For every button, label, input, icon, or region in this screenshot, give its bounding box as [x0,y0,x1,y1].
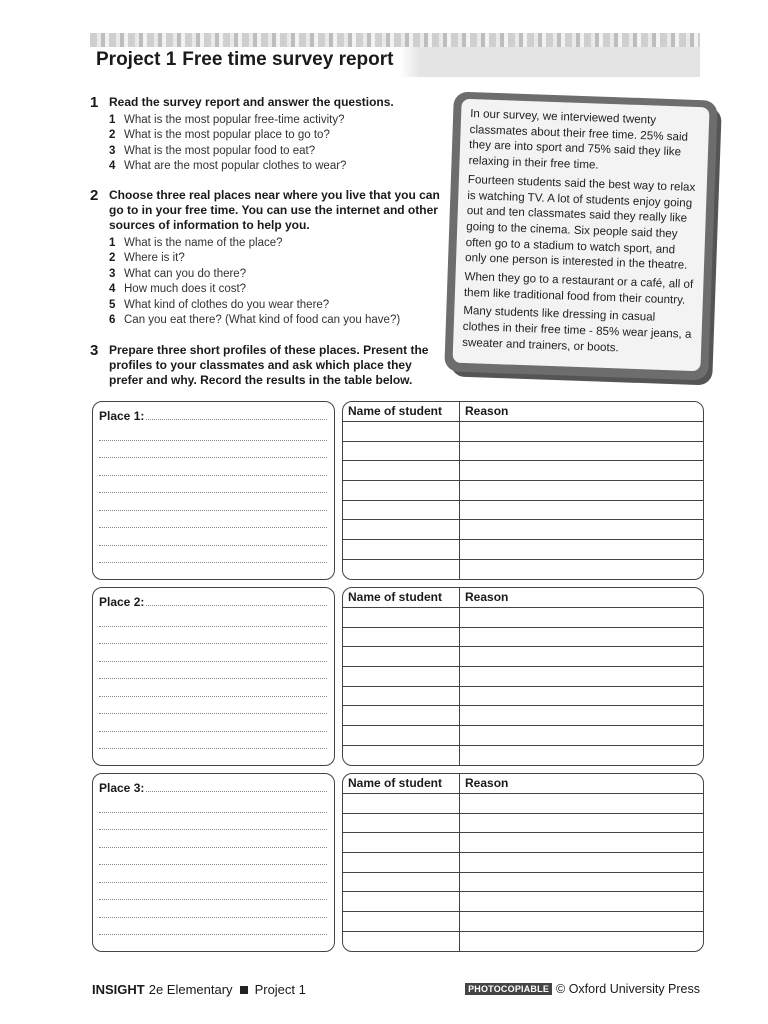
task-number: 2 [90,187,99,204]
table-row [343,853,703,873]
header-name-of-student: Name of student [343,402,460,421]
header-reason: Reason [465,404,509,418]
table-header [343,588,703,608]
question-number: 5 [109,298,116,311]
reason-cell[interactable] [460,932,703,952]
table-row [343,560,703,580]
table-row [343,814,703,834]
writing-line[interactable] [99,714,327,732]
question-item [109,128,440,143]
question-number: 1 [109,237,116,249]
question-text: What can you do there? [124,267,247,280]
table-row [343,481,703,501]
question-number: 4 [109,283,116,296]
place-label [99,408,327,423]
question-number: 3 [109,144,116,157]
student-cell[interactable] [343,501,460,520]
report-paragraph: When they go to a restaurant or a café, all of them like traditional food from their country. [463,269,694,307]
table-row [343,794,703,814]
writing-line[interactable] [146,780,327,792]
reason-cell[interactable] [460,422,703,441]
reason-cell[interactable] [460,560,703,580]
place-label-text: Place 1: [99,409,145,423]
question-list [109,113,440,175]
writing-line[interactable] [99,813,327,831]
question-item [109,113,440,128]
report-paragraph: Fourteen students said the best way to relax is watching TV. A lot of students enjoy going out and ten classmates said they really like going to the cinema. Six people said they often go to a stadium to watch sport, and only one person is interested in the theatre. [464,172,696,273]
table-row [343,912,703,932]
photocopiable-stamp: PHOTOCOPIABLE [465,983,552,995]
student-cell[interactable] [343,667,460,686]
student-cell[interactable] [343,833,460,852]
place-label [99,780,327,795]
writing-line[interactable] [99,697,327,715]
table-row [343,442,703,462]
student-cell[interactable] [343,461,460,480]
student-cell[interactable] [343,746,460,766]
table-row [343,540,703,560]
table-row [343,520,703,540]
table-row [343,647,703,667]
student-cell[interactable] [343,794,460,813]
survey-report-text [453,99,710,371]
question-number: 6 [109,314,116,327]
writing-line[interactable] [99,662,327,680]
reason-cell[interactable] [460,667,703,686]
table-row [343,873,703,893]
writing-line[interactable] [99,883,327,901]
report-paragraph: Many students like dressing in casual clothes in their free time - 85% wear jeans, a sweater and trainers, or boots. [461,304,692,355]
table-row [343,628,703,648]
question-number: 1 [109,114,116,126]
writing-line[interactable] [146,408,327,420]
reason-cell[interactable] [460,912,703,931]
question-item [109,298,440,313]
header-banner [90,33,700,81]
student-cell[interactable] [343,726,460,745]
writing-line[interactable] [99,830,327,848]
question-item [109,251,440,266]
footer-level: 2e Elementary [148,982,233,997]
question-number: 4 [109,160,116,173]
place-2-box [92,587,335,766]
question-item [109,282,440,297]
table-row [343,608,703,628]
results-table-1 [342,401,704,580]
table-row [343,746,703,766]
writing-line[interactable] [99,918,327,936]
question-item [109,267,440,282]
question-item [109,236,440,251]
title-text: Free time survey report [182,49,394,70]
writing-line[interactable] [99,732,327,750]
writing-line[interactable] [99,423,327,441]
student-cell[interactable] [343,892,460,911]
writing-line[interactable] [99,795,327,813]
student-cell[interactable] [343,873,460,892]
student-cell[interactable] [343,932,460,952]
question-text: What is the most popular free-time activity? [124,114,345,126]
writing-line[interactable] [99,679,327,697]
results-table-3 [342,773,704,952]
header-reason: Reason [465,590,509,604]
student-cell[interactable] [343,647,460,666]
student-cell[interactable] [343,481,460,500]
student-cell[interactable] [343,608,460,627]
reason-cell[interactable] [460,833,703,852]
writing-line[interactable] [99,900,327,918]
reason-cell[interactable] [460,442,703,461]
task-number: 3 [90,342,99,359]
reason-cell[interactable] [460,814,703,833]
table-header [343,774,703,794]
student-cell[interactable] [343,687,460,706]
header-name-of-student: Name of student [343,774,460,793]
question-number: 2 [109,252,116,265]
table-row [343,461,703,481]
student-cell[interactable] [343,560,460,580]
task-1 [90,95,440,175]
reason-cell[interactable] [460,892,703,911]
results-table-2 [342,587,704,766]
task-1-heading [90,95,440,110]
place-1-box [92,401,335,580]
place-label [99,594,327,609]
question-text: What is the most popular place to go to? [124,129,330,142]
reason-cell[interactable] [460,794,703,813]
task-instruction: Choose three real places near where you live that you can go to in your free time. You can use the internet and other sources of information to help you. [109,188,440,232]
square-bullet-icon [240,986,248,994]
student-cell[interactable] [343,442,460,461]
question-item [109,313,440,328]
student-cell[interactable] [343,628,460,647]
task-3 [90,343,440,388]
writing-line[interactable] [99,848,327,866]
question-text: Can you eat there? (What kind of food can you have?) [124,314,401,327]
writing-line[interactable] [99,458,327,476]
reason-cell[interactable] [460,628,703,647]
table-row [343,932,703,952]
survey-report-card [444,91,718,380]
place-3-box [92,773,335,952]
table-row [343,706,703,726]
question-text: What kind of clothes do you wear there? [124,298,330,311]
place-label-text: Place 2: [99,595,145,609]
writing-line[interactable] [99,865,327,883]
table-row [343,892,703,912]
reason-cell[interactable] [460,520,703,539]
reason-cell[interactable] [460,501,703,520]
reason-cell[interactable] [460,647,703,666]
table-header [343,402,703,422]
reason-cell[interactable] [460,608,703,627]
footer-copyright [465,982,700,996]
writing-line[interactable] [99,441,327,459]
page-title [96,49,393,71]
writing-line[interactable] [146,594,327,606]
writing-line[interactable] [99,511,327,529]
writing-line[interactable] [99,609,327,627]
place-label-text: Place 3: [99,781,145,795]
reason-cell[interactable] [460,706,703,725]
project-label: Project 1 [96,49,177,70]
question-list [109,236,440,328]
table-row [343,687,703,707]
writing-line[interactable] [99,546,327,564]
table-row [343,501,703,521]
task-instruction: Read the survey report and answer the questions. [109,95,394,109]
reason-cell[interactable] [460,481,703,500]
question-number: 2 [109,129,116,142]
header-name-of-student: Name of student [343,588,460,607]
table-row [343,726,703,746]
footer-unit: Project 1 [254,982,306,997]
footer-book-info [92,982,306,997]
reason-cell[interactable] [460,746,703,766]
question-text: What is the name of the place? [124,237,283,249]
reason-cell[interactable] [460,873,703,892]
table-row [343,833,703,853]
question-text: What is the most popular food to eat? [124,144,316,157]
table-row [343,667,703,687]
question-text: How much does it cost? [124,283,247,296]
task-3-heading [90,343,440,388]
reason-cell[interactable] [460,853,703,872]
student-cell[interactable] [343,814,460,833]
question-text: What are the most popular clothes to wear? [124,160,347,173]
writing-line[interactable] [99,476,327,494]
student-cell[interactable] [343,422,460,441]
reason-cell[interactable] [460,461,703,480]
student-cell[interactable] [343,540,460,559]
footer-brand: INSIGHT [92,982,145,997]
question-text: Where is it? [124,252,185,265]
task-number: 1 [90,94,99,111]
header-reason: Reason [465,776,509,790]
report-paragraph: In our survey, we interviewed twenty classmates about their free time. 25% said they are into sport and 75% said they like relaxing in their free time. [468,107,689,172]
reason-cell[interactable] [460,687,703,706]
question-item [109,159,440,174]
student-cell[interactable] [343,912,460,931]
task-instruction: Prepare three short profiles of these places. Present the profiles to your classmates and ask which place they prefer and why. Record the results in the table below. [109,343,429,387]
task-2 [90,188,440,328]
copyright-text: © Oxford University Press [556,982,700,996]
table-row [343,422,703,442]
reason-cell[interactable] [460,726,703,745]
reason-cell[interactable] [460,540,703,559]
writing-line[interactable] [99,627,327,645]
student-cell[interactable] [343,706,460,725]
question-item [109,144,440,159]
writing-line[interactable] [99,493,327,511]
writing-line[interactable] [99,644,327,662]
writing-line[interactable] [99,528,327,546]
task-2-heading [90,188,440,233]
student-cell[interactable] [343,520,460,539]
student-cell[interactable] [343,853,460,872]
question-number: 3 [109,267,116,280]
